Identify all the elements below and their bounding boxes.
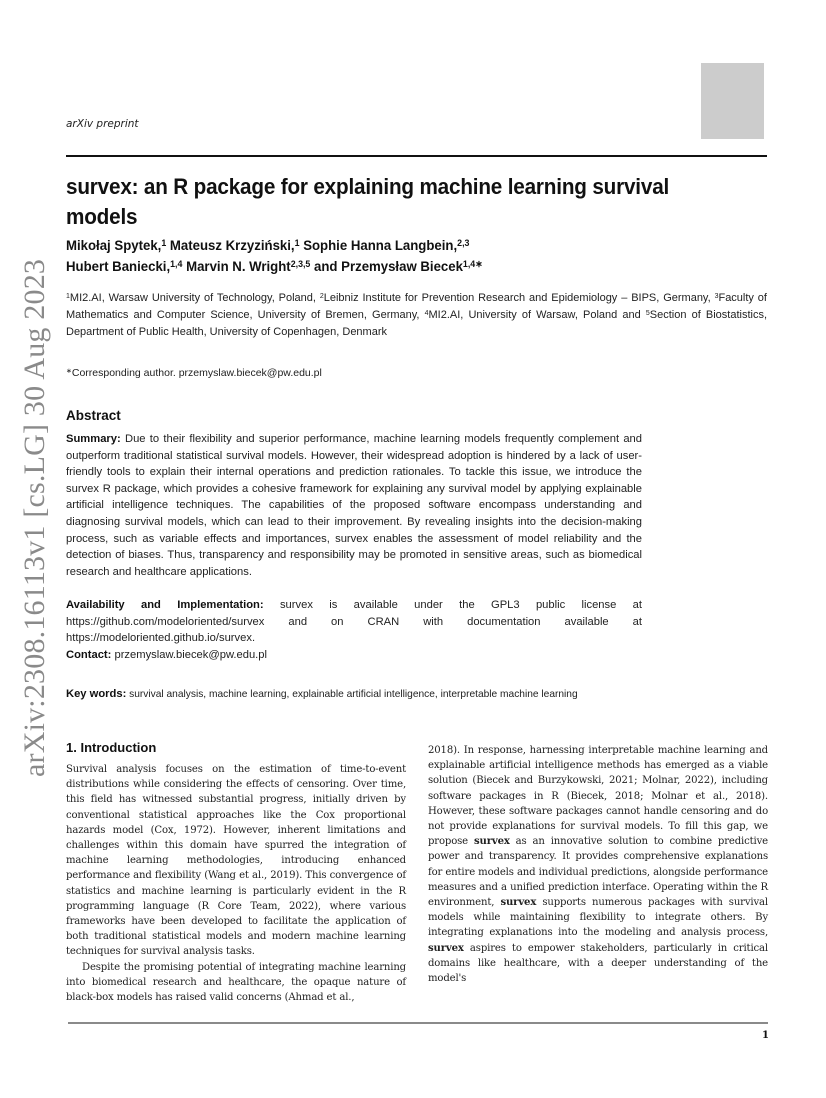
- availability-text[interactable]: survex is available under the GPL3 public license at https://github.com/modeloriented/survex and on CRAN with documentation available at https://modeloriented.github.io/survex.: [66, 599, 643, 645]
- section-heading-introduction: 1. Introduction: [66, 740, 157, 755]
- paragraph: Despite the promising potential of integrating machine learning into biomedical research and healthcare, the opaque nature of black-box models has raised valid concerns (Ahmad et al.,: [66, 961, 406, 1004]
- right-column: [428, 743, 768, 986]
- header-label: arXiv preprint: [66, 118, 139, 130]
- arxiv-identifier-stamp: arXiv:2308.16113v1 [cs.LG] 30 Aug 2023: [18, 258, 51, 777]
- summary-label: Summary:: [66, 433, 121, 445]
- author: and Przemysław Biecek$^{1,4∗}$: [314, 259, 483, 275]
- keywords-label: Key words:: [66, 688, 127, 700]
- availability-section: [66, 597, 642, 647]
- footer-rule: [68, 1022, 768, 1024]
- page-number: 1: [762, 1030, 769, 1041]
- contact-label: Contact:: [66, 649, 112, 661]
- paragraph: 2018). In response, harnessing interpretable machine learning and explainable artificial intelligence methods has emerged as a viable solution (Biecek and Burzykowski, 2021; Molnar, 2022), including software packages in R (Biecek, 2018; Molnar et al., 2018). However, these software packages cannot handle censoring and do not provide explanations for survival models. To fill this gap, we propose survex as an innovative solution to combine predictive power and transparency. It provides comprehensive explanations for entire models and individual predictions, alongside performance measures and a unified prediction interface. Operating within the R environment, survex supports numerous packages with survival models while maintaining flexibility to integrate others. By integrating explanations into the modeling and analysis process, survex aspires to empower stakeholders, particularly in critical domains like healthcare, with a deeper understanding of the model's: [428, 745, 768, 985]
- package-name: survex: [473, 836, 510, 848]
- package-name: survex: [428, 942, 464, 954]
- corresponding-author: ∗Corresponding author. przemyslaw.biecek@pw.edu.pl: [66, 367, 322, 379]
- keywords-text: survival analysis, machine learning, explainable artificial intelligence, interpretable machine learning: [126, 689, 578, 700]
- author-list: [66, 236, 717, 278]
- paragraph: Survival analysis focuses on the estimation of time-to-event distributions while considering the effects of censoring. Over time, this field has witnessed substantial progress, initially driven by conventional statistical approaches like the Cox proportional hazards model (Cox, 1972). However, inherent limitations and challenges within this domain have spurred the integration of machine learning methodologies, introducing enhanced performance and flexibility (Wang et al., 2019). This convergence of statistics and machine learning is particularly evident in the R programming language (R Core Team, 2022), where various frameworks have been developed to facilitate the application of both traditional statistical models and modern machine learning techniques for survival analysis tasks.: [66, 764, 406, 958]
- author: Mateusz Krzyziński,$^1$: [169, 238, 300, 254]
- author: Hubert Baniecki,$^{1,4}$: [66, 259, 183, 275]
- summary-text: Due to their flexibility and superior performance, machine learning models frequently complement and outperform traditional statistical survival models. However, their widespread adoption is hindered by a lack of user-friendly tools to explain their internal operations and prediction rationales. To tackle this issue, we introduce the survex R package, which provides a cohesive framework for explaining any survival model by applying explainable artificial intelligence techniques. The capabilities of the proposed software encompass understanding and diagnosing survival models, which can lead to their improvement. By revealing insights into the decision-making process, such as variable effects and importances, survex enables the assessment of model reliability and the detection of biases. Thus, transparency and responsibility may be promoted in sensitive areas, such as biomedical research and healthcare applications.: [66, 433, 642, 578]
- author: Sophie Hanna Langbein,$^{2,3}$: [303, 238, 470, 254]
- affiliations: $^1$MI2.AI, Warsaw University of Technology, Poland, $^2$Leibniz Institute for Prevention Research and Epidemiology – BIPS, Germany, $^3$Faculty of Mathematics and Computer Science, University of Bremen, Germany, $^4$MI2.AI, University of Warsaw, Poland and $^5$Section of Biostatistics, Department of Public Health, University of Copenhagen, Denmark: [66, 292, 767, 338]
- keywords-section: [66, 688, 578, 700]
- paper-title: survex: an R package for explaining machine learning survival models: [66, 174, 670, 229]
- contact-section: [66, 647, 267, 664]
- availability-label: Availability and Implementation:: [66, 599, 264, 611]
- author: Marvin N. Wright$^{2,3,5}$: [186, 259, 311, 275]
- package-name: survex: [500, 897, 537, 909]
- left-column: [66, 762, 406, 1005]
- header-rule: [66, 155, 767, 157]
- abstract-summary: [66, 431, 642, 580]
- journal-logo-placeholder: [701, 63, 764, 139]
- abstract-heading: Abstract: [66, 408, 121, 423]
- author: Mikołaj Spytek,$^1$: [66, 238, 167, 254]
- contact-email[interactable]: przemyslaw.biecek@pw.edu.pl: [111, 649, 267, 661]
